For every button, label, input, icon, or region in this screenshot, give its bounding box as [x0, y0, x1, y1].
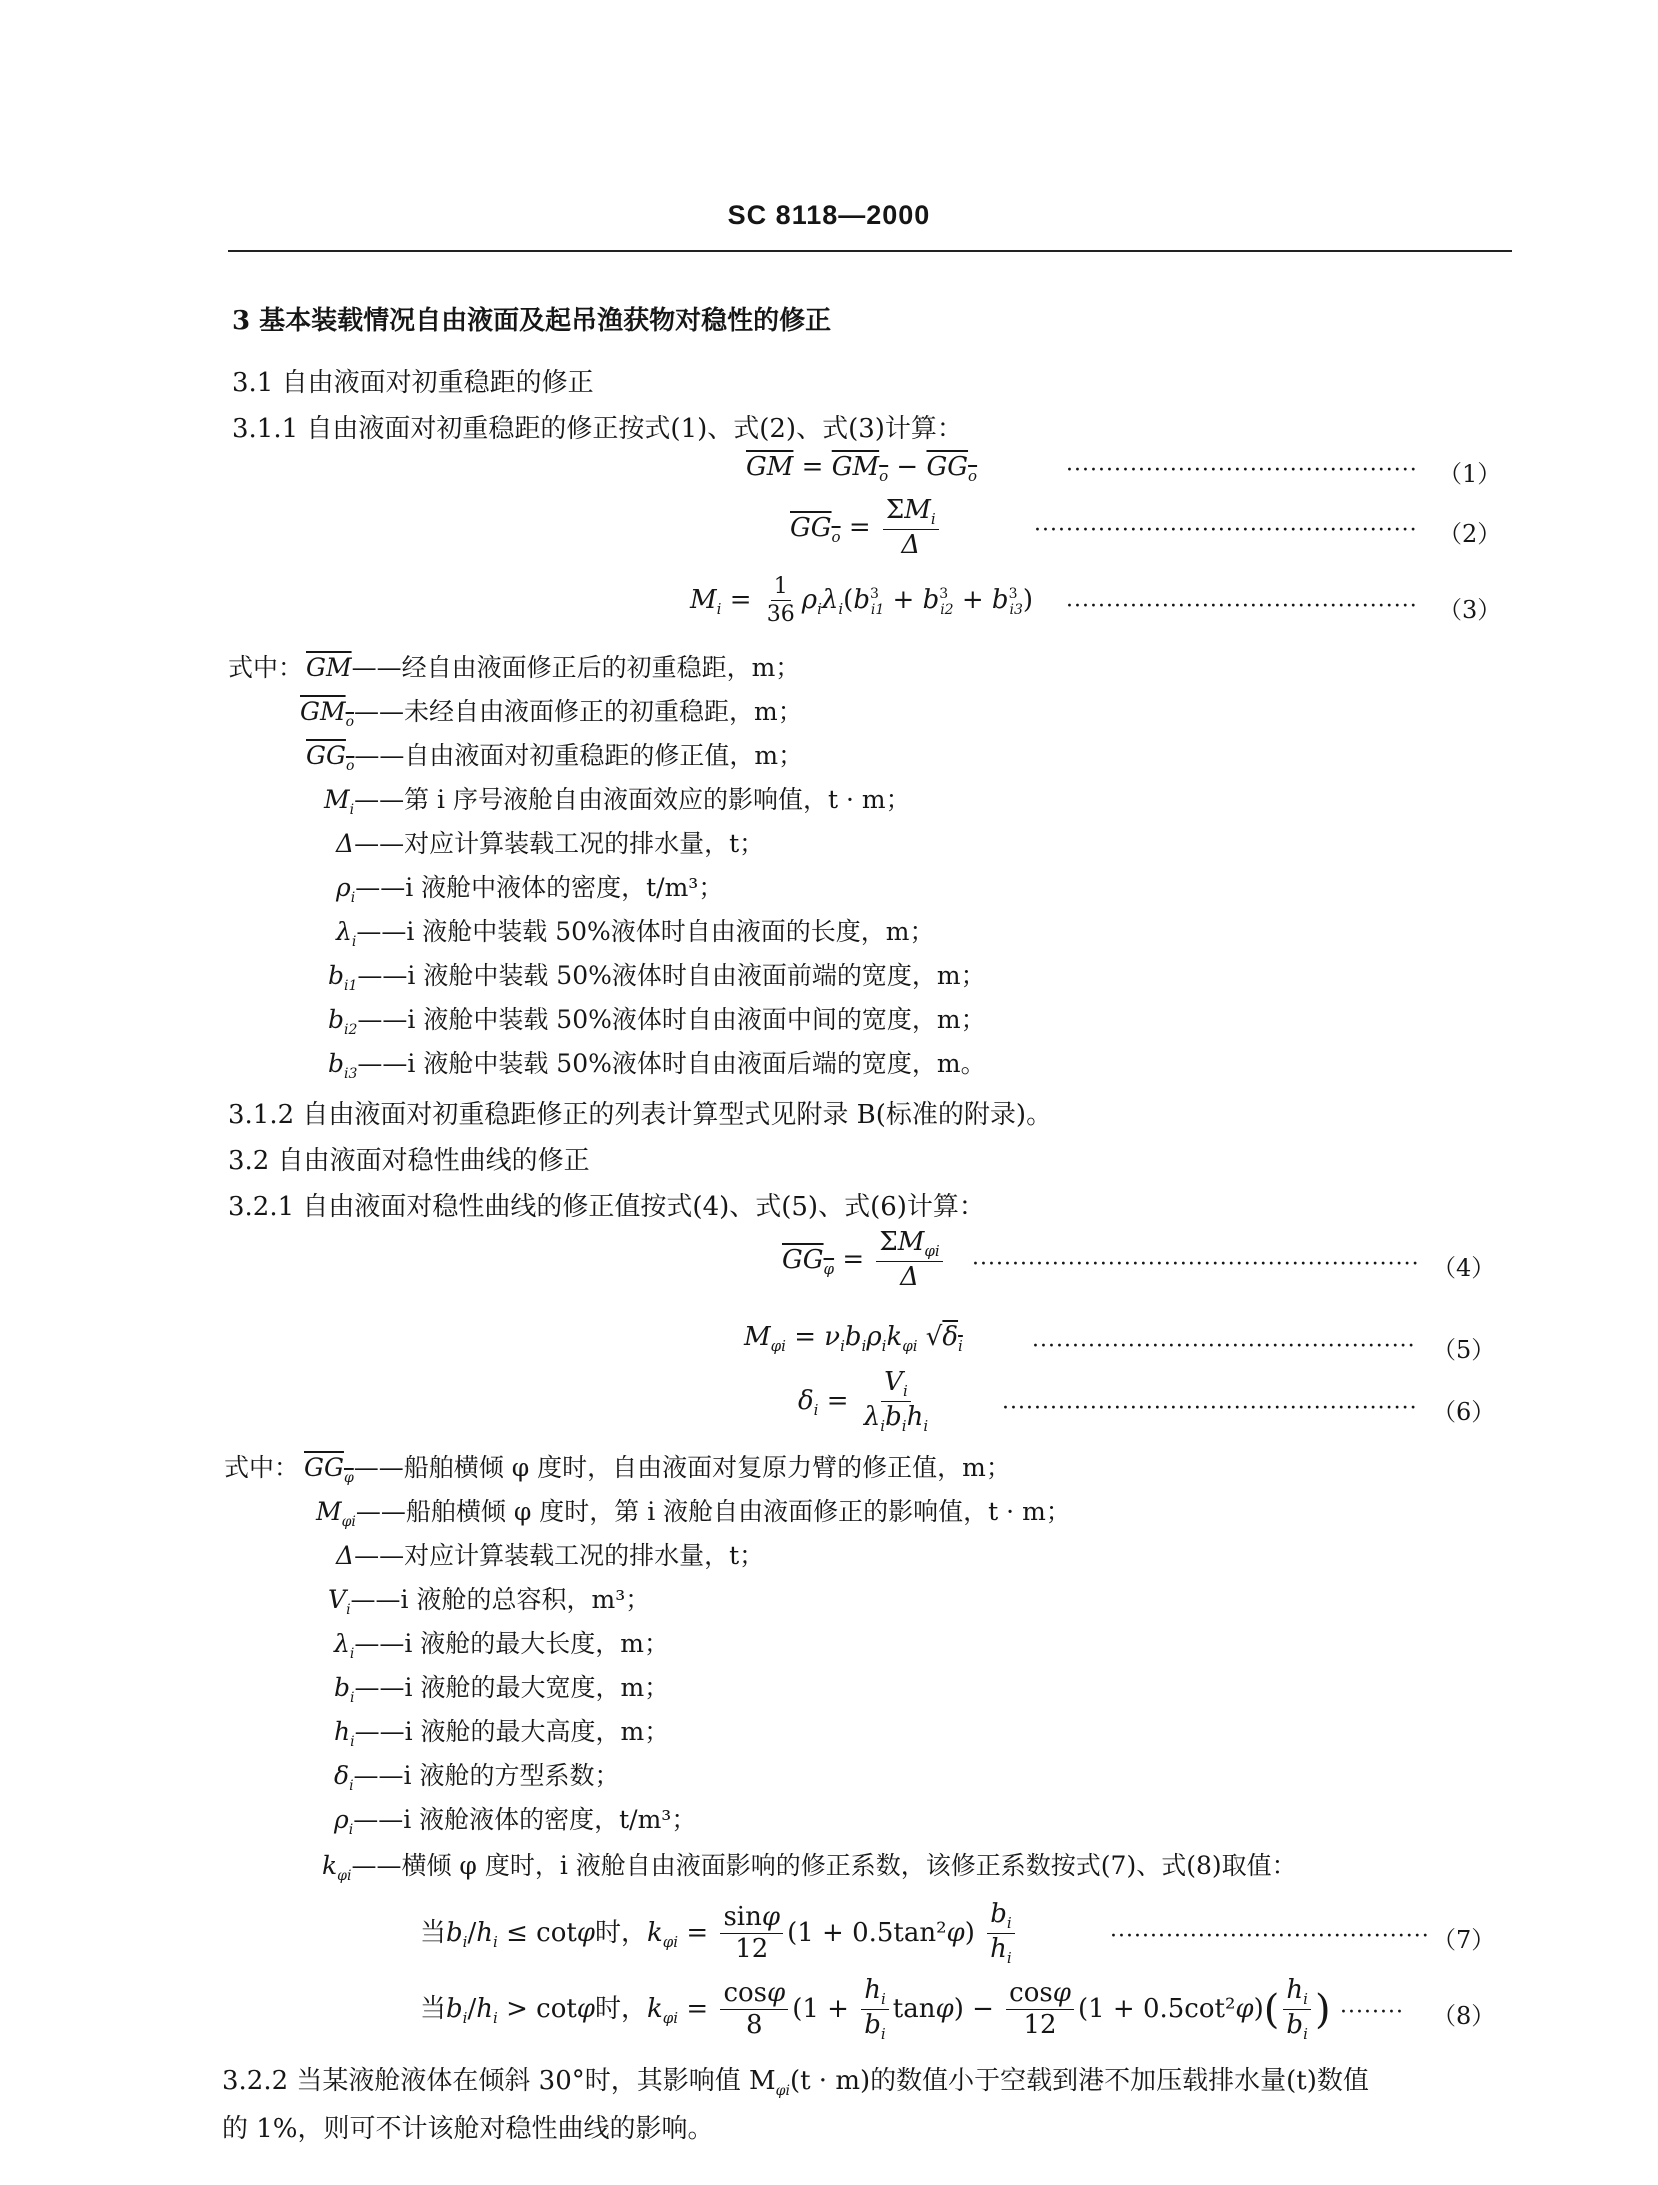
leader-dots: ············································ [1066, 458, 1418, 483]
equation-4: $GG_\varphi$ = $\frac{\Sigma M_{\varphi i}}{\Delta}$ [782, 1228, 947, 1293]
equation-1: $\overline{GM} = GM_o - GG_o$ [746, 452, 978, 486]
def-row: $V_i——i$ 液舱的总容积，m³； [328, 1585, 651, 1618]
section-3-1-title: 3.1 自由液面对初重稳距的修正 [232, 368, 594, 398]
def-row: Δ——对应计算装载工况的排水量，t； [336, 1541, 765, 1570]
equation-number-8: （8） [1432, 2002, 1496, 2030]
leader-dots: ···················································· [1002, 1396, 1418, 1421]
equation-number-6: （6） [1432, 1398, 1496, 1426]
equation-number-1: （1） [1438, 460, 1502, 488]
def-row: $b_i——i$ 液舱的最大宽度，m； [334, 1673, 670, 1706]
def-row: $\delta_i——i$ 液舱的方型系数； [334, 1761, 620, 1794]
section-3-2-2-line-2: 的 1%，则可不计该舱对稳性曲线的影响。 [222, 2114, 714, 2144]
equation-6: $\delta_i$ = $\frac{V_i}{\lambda_ib_ih_i}$ [798, 1367, 929, 1436]
leader-dots: ················································ [1034, 518, 1418, 543]
equation-number-3: （3） [1438, 596, 1502, 624]
leader-dots: ············································ [1066, 594, 1418, 619]
section-3-1-2-text: 3.1.2 自由液面对初重稳距修正的列表计算型式见附录 B(标准的附录)。 [228, 1100, 1053, 1130]
def-row: $b_{i3}——i$ 液舱中装载 50%液体时自由液面后端的宽度，m。 [328, 1049, 986, 1082]
def-row: $\lambda_i——i$ 液舱的最大长度，m； [334, 1629, 669, 1662]
equation-8: 当$b_i/h_i > \cot\varphi$时，$k_{\varphi i}$ = $\frac{\cos\varphi}{8}$ (1 + $\frac{h_i}{b_i}$ tanφ) − $\frac{\cos\varphi}{12}$ (1 + 0.5cot²φ)( $\frac{h_i}{b_i}$ ) [420, 1975, 1331, 2044]
def-row: $GG_\varphi——$船舶横倾 φ 度时，自由液面对复原力臂的修正值，m； [304, 1453, 1011, 1486]
leader-dots: ················································ [1032, 1334, 1416, 1359]
def-row: $b_{i2}——i$ 液舱中装载 50%液体时自由液面中间的宽度，m； [328, 1005, 986, 1038]
def-row: $\lambda_i——i$ 液舱中装载 50%液体时自由液面的长度，m； [336, 917, 935, 950]
def-row: $M_{\varphi i}——$船舶横倾 φ 度时，第 i 液舱自由液面修正的影响值，t · m； [316, 1497, 1071, 1530]
def-row: $k_{\varphi i}——$横倾 φ 度时，i 液舱自由液面影响的修正系数，该修正系数按式(7)、式(8)取值： [322, 1851, 1297, 1884]
def-row: $GG_o——$自由液面对初重稳距的修正值，m； [306, 741, 804, 774]
def-row: $\rho_i——i$ 液舱中液体的密度，t/m³； [336, 873, 724, 906]
equation-3: $M_i$ = $\frac{1}{36}$ $\rho_i\lambda_i(b^3_{i1} + b^3_{i2} + b^3_{i3})$ [690, 574, 1034, 628]
leader-dots: ························································ [972, 1252, 1420, 1277]
equation-5: $M_{\varphi i} = \nu_ib_i\rho_ik_{\varphi i}$ $√\delta_i$ [744, 1322, 963, 1356]
equation-number-5: （5） [1432, 1336, 1496, 1364]
standard-code-header: SC 8118—2000 [727, 200, 931, 230]
def-row: Δ——对应计算装载工况的排水量，t； [336, 829, 765, 858]
section-3-2-title: 3.2 自由液面对稳性曲线的修正 [228, 1146, 590, 1176]
where-label: 式中： [228, 653, 304, 682]
equation-7: 当$b_i/h_i \le \cot\varphi$时，$k_{\varphi i}$ = $\frac{\sin\varphi}{12}$ (1 + 0.5tan²φ) $\frac{b_i}{h_i}$ [420, 1900, 1019, 1968]
def-row: $GM_o——$未经自由液面修正的初重稳距，m； [300, 697, 803, 730]
equation-number-4: （4） [1432, 1254, 1496, 1282]
def-row: $b_{i1}——i$ 液舱中装载 50%液体时自由液面前端的宽度，m； [328, 961, 986, 994]
section-3-2-2-line-1: 3.2.2 当某液舱液体在倾斜 30°时，其影响值 $M_{\varphi i}(t \cdot m)$的数值小于空载到港不加压载排水量(t)数值 [222, 2066, 1369, 2100]
leader-dots: ········ [1340, 2000, 1404, 2025]
section-3-2-1-text: 3.2.1 自由液面对稳性曲线的修正值按式(4)、式(5)、式(6)计算： [228, 1192, 985, 1222]
equation-2: $GG_o$ = $\frac{\Sigma M_i}{\Delta}$ [790, 496, 943, 561]
def-row: $\overline{GM}——$经自由液面修正后的初重稳距，m； [306, 653, 801, 682]
equation-number-7: （7） [1432, 1926, 1496, 1954]
leader-dots: ········································ [1110, 1924, 1430, 1949]
where-label: 式中： [224, 1453, 300, 1482]
section-3-1-1-text: 3.1.1 自由液面对初重稳距的修正按式(1)、式(2)、式(3)计算： [232, 414, 963, 444]
section-3-title: 3 基本装载情况自由液面及起吊渔获物对稳性的修正 [232, 306, 832, 336]
equation-number-2: （2） [1438, 520, 1502, 548]
header-rule [228, 250, 1512, 252]
def-row: $h_i——i$ 液舱的最大高度，m； [334, 1717, 670, 1750]
def-row: $\rho_i——i$ 液舱液体的密度，t/m³； [334, 1805, 697, 1838]
def-row: $M_i——$第 i 序号液舱自由液面效应的影响值，t · m； [324, 785, 911, 818]
